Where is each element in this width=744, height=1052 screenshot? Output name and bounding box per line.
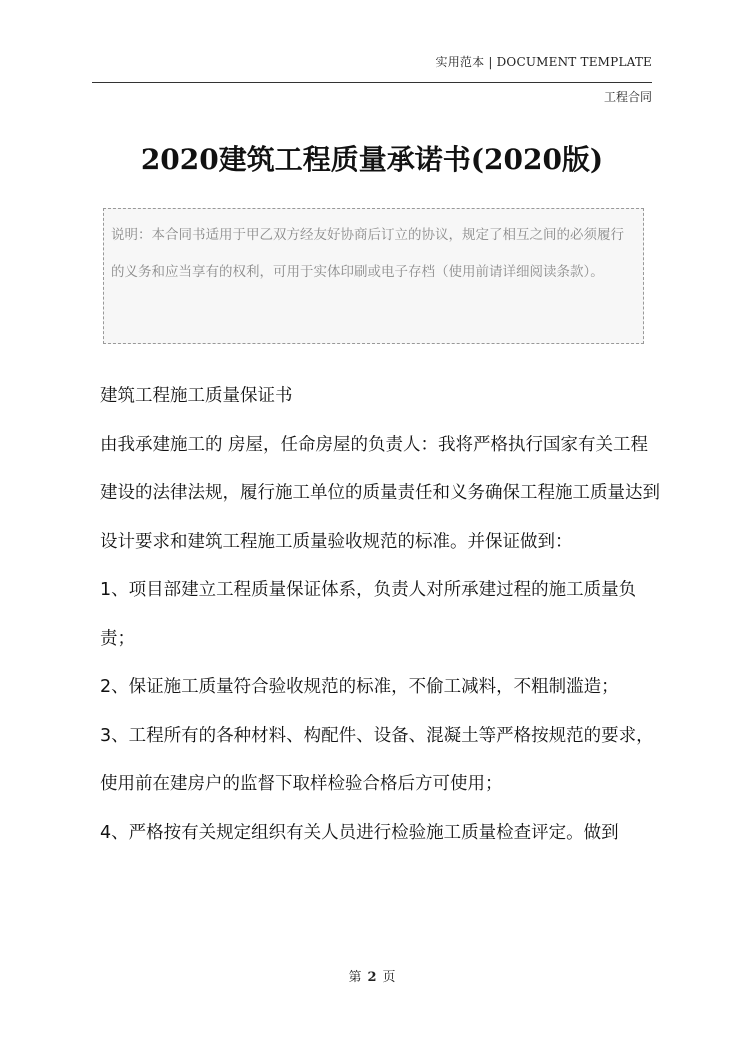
- header-brand: 实用范本 | DOCUMENT TEMPLATE: [435, 55, 652, 69]
- body-paragraph: 2、保证施工质量符合验收规范的标准，不偷工减料，不粗制滥造；: [100, 677, 619, 697]
- body-paragraph: 3、工程所有的各种材料、构配件、设备、混凝土等严格按规范的要求，使用前在建房户的监督下取样检验合格后方可使用；: [100, 725, 654, 794]
- note-text: 说明：本合同书适用于甲乙双方经友好协商后订立的协议，规定了相互之间的必须履行的义务和应当享有的权利，可用于实体印刷或电子存档（使用前请详细阅读条款）。: [111, 227, 624, 280]
- header-divider: [92, 82, 652, 83]
- note-box: [103, 208, 644, 344]
- document-title: 2020建筑工程质量承诺书(2020版): [140, 143, 604, 176]
- body-heading: 建筑工程施工质量保证书: [100, 386, 293, 406]
- page-prefix: 第: [348, 970, 362, 985]
- page-number-value: 2: [367, 970, 377, 985]
- header-category: 工程合同: [603, 90, 652, 104]
- body-paragraph: 1、项目部建立工程质量保证体系，负责人对所承建过程的施工质量负责；: [100, 580, 637, 649]
- body-paragraph: 由我承建施工的 房屋，任命房屋的负责人：我将严格执行国家有关工程建设的法律法规，履行施工单位的质量责任和义务确保工程施工质量达到设计要求和建筑工程施工质量验收规范的标准。并保证做到：: [100, 434, 660, 552]
- page-number: [0, 966, 744, 985]
- page-suffix: 页: [382, 970, 396, 985]
- document-body: [100, 372, 660, 857]
- body-paragraph: 4、严格按有关规定组织有关人员进行检验施工质量检查评定。做到: [100, 822, 619, 843]
